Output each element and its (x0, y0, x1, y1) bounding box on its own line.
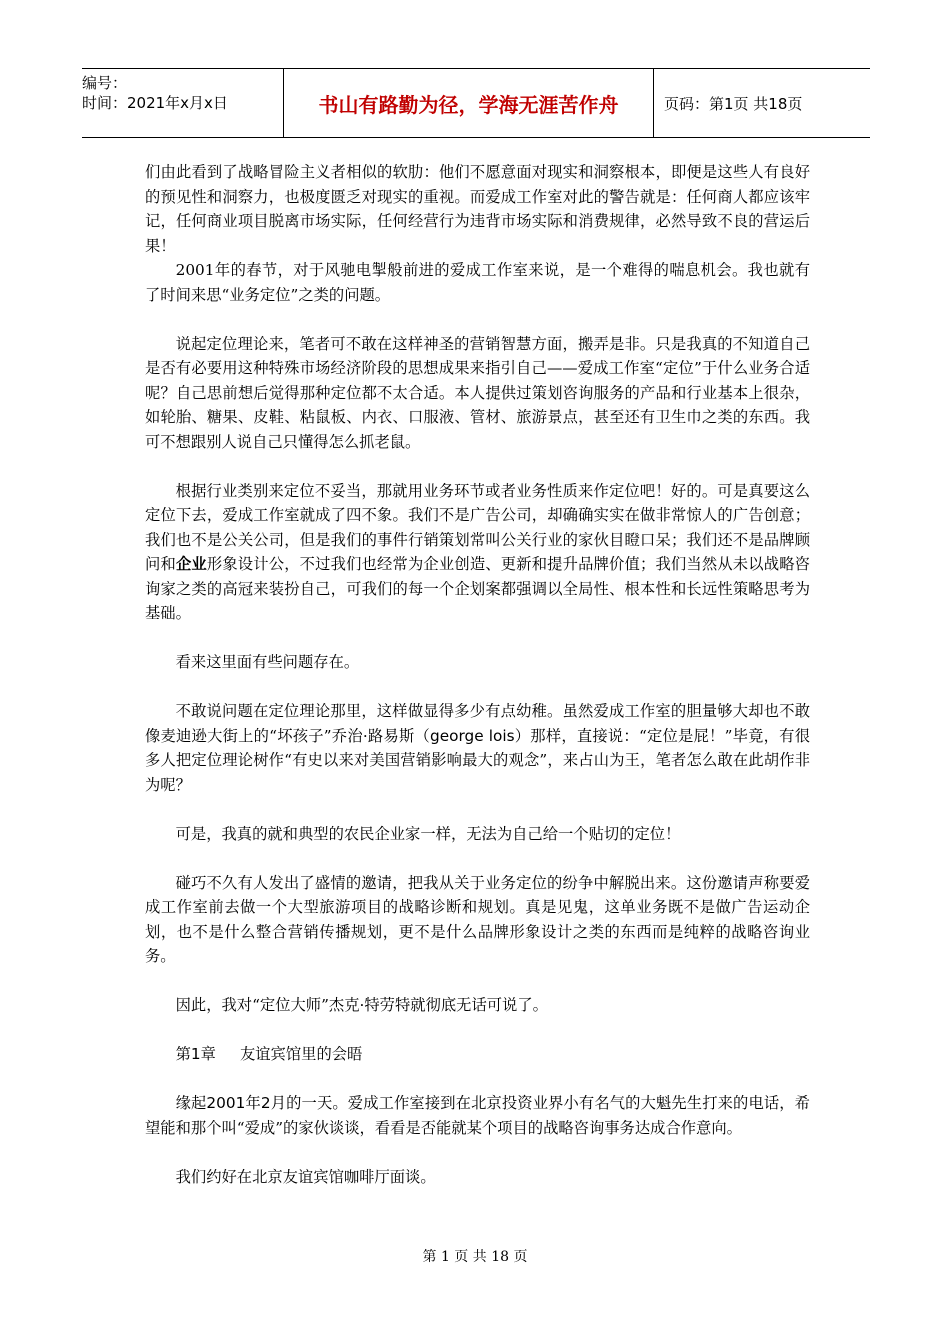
paragraph-text: 因此，我对“定位大师”杰克·特劳特就彻底无话可说了。 (175, 996, 548, 1014)
paragraph-text: 我们约好在北京友谊宾馆咖啡厅面谈。 (175, 1167, 436, 1186)
header-time-label: 时间：2021年x月x日 (82, 94, 228, 112)
paragraph (145, 258, 810, 307)
paragraph-text: 可是，我真的就和典型的农民企业家一样，无法为自己给一个贴切的定位！ (175, 824, 681, 843)
chapter-number: 1 (190, 1045, 201, 1063)
paragraph-text: 碰巧不久有人发出了盛情的邀请，把我从关于业务定位的纷争中解脱出来。这份邀请声称要爱成工作室前去做一个大型旅游项目的战略诊断和规划。真是见鬼，这单业务既不是做广告运动企划，也不是什么整合营销传播规划，更不是什么品牌形象设计之类的东西而是纯粹的战略咨询业务。 (145, 873, 810, 965)
bold-link-text: 企业 (175, 555, 207, 573)
paragraph-text: 月的一天。爱成工作室接到在北京投资业界小有名气的大魁先生打来的电话，希望能和那个叫“爱成”的家伙谈谈，看看是否能就某个项目的战略咨询事务达成合作意向。 (145, 1094, 810, 1137)
header-meta (82, 73, 282, 113)
paragraph (145, 332, 810, 455)
chapter-title: 友谊宾馆里的会晤 (239, 1045, 363, 1063)
month-number: 2 (260, 1094, 271, 1112)
paragraph-text: 根据行业类别来定位不妥当，那就用业务环节或者业务性质来作定位吧！好的。可是真要这么定位下去，爱成工作室就成了四不象。我们不是广告公司，却确确实实在做非常惊人的广告创意；我们也不是公关公司，但是我们的事件行销策划常叫公关行业的家伙目瞪口呆；我们还不是品牌顾问和 (145, 481, 810, 573)
paragraph (145, 479, 810, 626)
paragraph (145, 871, 810, 969)
paragraph-text: ）那样，直接说：“定位是屁！”毕竟，有很多人把定位理论树作“有史以来对美国营销影响最大的观念”，来占山为王，笔者怎么敢在此胡作非为呢？ (145, 726, 810, 794)
chapter-suffix: 章 (200, 1045, 216, 1063)
paragraph-text: 年 (245, 1094, 261, 1112)
document-body (145, 160, 810, 1189)
paragraph: 们由此看到了战略冒险主义者相似的软肋：他们不愿意面对现实和洞察根本，即便是这些人有良好的预见性和洞察力，也极度匮乏对现实的重视。而爱成工作室对此的警告就是：任何商人都应该牢记，任何商业项目脱离市场实际，任何经营行为违背市场实际和消费规律，必然导致不良的营运后果！ (145, 163, 810, 255)
paragraph-text: 看来这里面有些问题存在。 (175, 653, 360, 671)
chapter-prefix: 第 (175, 1045, 191, 1063)
header-page-info: 页码：第1页 共18页 (664, 94, 803, 113)
page-footer: 第 1 页 共 18 页 (422, 1249, 528, 1265)
paragraph (145, 1091, 810, 1140)
header-code-label: 编号： (82, 74, 128, 92)
paragraph (145, 650, 810, 675)
chapter-heading (145, 1042, 810, 1067)
paragraph-text: 缘起 (175, 1094, 207, 1112)
paragraph-text: 说起定位理论来，笔者可不敢在这样神圣的营销智慧方面，搬弄是非。只是我真的不知道自己是否有必要用这种特殊市场经济阶段的思想成果来指引自己——爱成工作室“定位”于什么业务合适呢？自己思前想后觉得那种定位都不太合适。本人提供过策划咨询服务的产品和行业基本上很杂，如轮胎、糖果、皮鞋、粘鼠板、内衣、口服液、管材、旅游景点，甚至还有卫生巾之类的东西。我可不想跟别人说自己只懂得怎么抓老鼠。 (145, 334, 810, 451)
year-number: 2001 (206, 1094, 246, 1112)
paragraph-text: 不敢说问题在定位理论那里，这样做显得多少有点幼稚。虽然爱成工作室的胆量够大却也不敢像麦迪逊大街上的“坏孩子”乔治·路易斯（ (145, 702, 810, 745)
paragraph (145, 993, 810, 1018)
page-header (82, 68, 870, 138)
paragraph-text: 2001年的春节，对于风驰电掣般前进的爱成工作室来说，是一个难得的喘息机会。我也就有了时间来思“业务定位”之类的问题。 (145, 261, 810, 304)
paragraph (145, 1165, 810, 1190)
latin-name: george lois (430, 726, 515, 745)
paragraph-text: 形象设计公，不过我们也经常为企业创造、更新和提升品牌价值；我们当然从未以战略咨询家之类的高冠来装扮自己，可我们的每一个企划案都强调以全局性、根本性和长远性策略思考为基础。 (145, 555, 810, 622)
header-motto: 书山有路勤为径，学海无涯苦作舟 (318, 92, 619, 117)
paragraph (145, 822, 810, 847)
paragraph (145, 699, 810, 797)
